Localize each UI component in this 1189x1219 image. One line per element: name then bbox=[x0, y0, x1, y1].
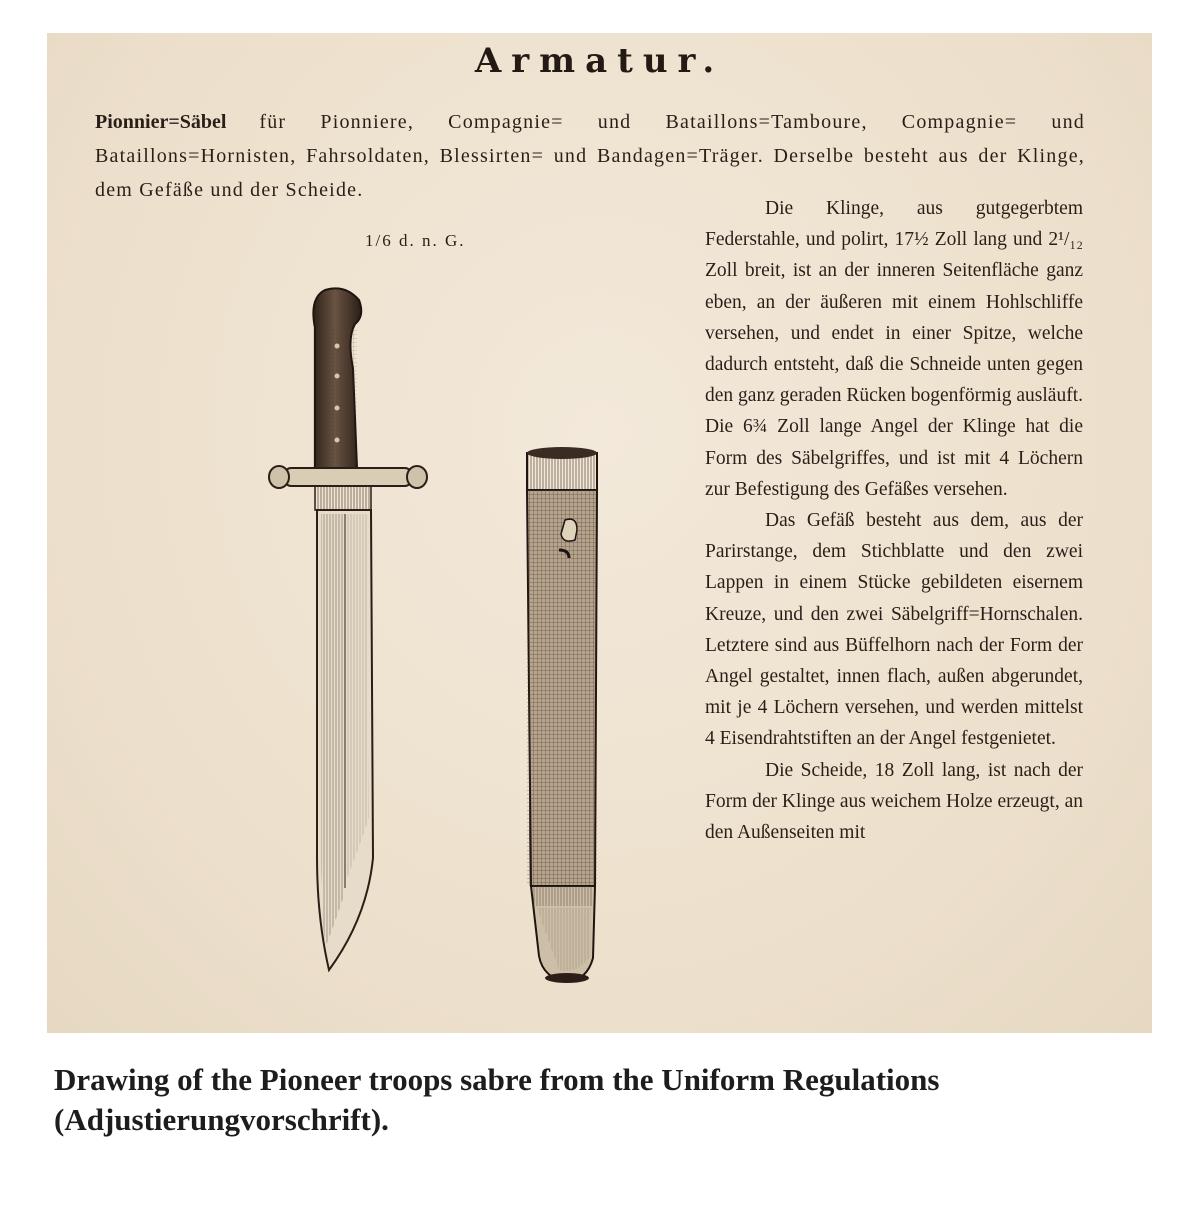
intro-lead: Pionnier=Säbel bbox=[95, 111, 227, 133]
scabbard-figure bbox=[527, 447, 597, 983]
scale-note: 1/6 d. n. G. bbox=[365, 231, 466, 250]
sabre-illustration bbox=[197, 258, 617, 998]
book-page-plate bbox=[47, 33, 1152, 1033]
intro-text: für Pionniere, Compagnie= und Bataillons=Tamboure, Compagnie= und Bataillons=Hornisten, Fahrsoldaten, Blessirten= und Bandagen=Träger. Derselbe besteht aus der Klinge, dem Gefäße und der Scheide. bbox=[95, 111, 1086, 201]
figure-caption: Drawing of the Pioneer troops sabre from the Uniform Regulations (Adjustierungvorschrift). bbox=[54, 1062, 940, 1137]
intro-paragraph bbox=[95, 105, 1085, 207]
paragraph-hilt: Das Gefäß besteht aus dem, aus der Parirstange, dem Stichblatte und den zwei Lappen in einem Stücke gebildeten eisernem Kreuze, und den zwei Säbelgriff=Hornschalen. Letztere sind aus Büffelhorn nach der Form der Angel gestaltet, innen flach, außen abgerundet, mit je 4 Löchern versehen, und werden mittelst 4 Eisendrahtstiften an der Angel festgenietet. bbox=[705, 510, 1083, 750]
paragraph-blade: Die Klinge, aus gutgegerbtem Federstahle, und polirt, 17½ Zoll lang und 2¹/₁₂ Zoll breit, ist an der inneren Seitenfläche ganz eben, an der äußeren mit einem Hohlschliffe versehen, und endet in einer Spitze, welche dadurch entsteht, daß die Schneide unten gegen den ganz geraden Rücken bogenförmig ausläuft. Die 6¾ Zoll lange Angel der Klinge hat die Form des Säbelgriffes, und ist mit 4 Löchern zur Befestigung des Gefäßes versehen. bbox=[705, 198, 1083, 500]
sabre-figure bbox=[269, 288, 427, 970]
paragraph-scabbard: Die Scheide, 18 Zoll lang, ist nach der Form der Klinge aus weichem Holze erzeugt, an den Außenseiten mit bbox=[705, 759, 1083, 844]
page-title: Armatur. bbox=[474, 41, 725, 81]
description-text bbox=[705, 193, 1083, 848]
